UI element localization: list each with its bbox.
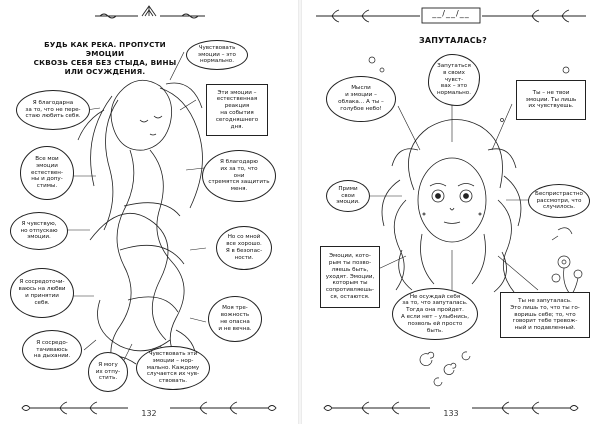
thought-bubble: Я благодарю их за то, что они стремятся защитить меня. [202,150,276,202]
thought-bubble: Ты – не твои эмоции. Ты лишь их чувствуешь. [516,80,586,120]
thought-bubble: Беспристрастно рассмотри, что случилось. [528,184,590,218]
thought-bubble: Я сосредо- тачиваюсь на дыхании. [22,330,82,370]
right-page [302,0,600,424]
page-number: 133 [443,409,459,418]
thought-bubble: Чувствовать эти эмоции – нор- мально. Каждому случается их чув- ствовать. [136,346,210,390]
mermaid-illustration [78,80,202,376]
thought-bubble: Прими свои эмоции. [326,180,370,212]
left-page-heading: БУДЬ КАК РЕКА. ПРОПУСТИ ЭМОЦИИ СКВОЗЬ СЕБЯ БЕЗ СТЫДА, ВИНЫ ИЛИ ОСУЖДЕНИЯ. [33,40,177,76]
top-ornament-icon [95,6,205,18]
flower-doodle-icon [552,228,582,294]
girl-portrait-illustration [382,119,521,292]
thought-bubble: Чувствовать эмоции – это нормально. [186,40,248,70]
thought-bubble: Я сосредоточи- ваюсь на любви и принятии себя. [10,268,74,318]
thought-bubble: Запутаться в своих чувст- вах – это нормально. [428,54,480,106]
bubble-connectors [368,104,538,290]
date-field: __/__/__ [432,9,470,18]
thought-bubble: Не осуждай себя за то, что запуталась. Тогда она пройдет. А если нет – улыбнись, позволь ей просто быть. [392,288,478,340]
thought-bubble: Эти эмоции – естественная реакция на события сегодняшнего дня. [206,84,268,136]
thought-bubble: Я благодарна за то, что не пере- стаю любить себя. [16,90,90,130]
left-page [0,0,298,424]
thought-bubble: Моя тре- вожность не опасна и не вечна. [208,296,262,342]
thought-bubble: Но со мной все хорошо. Я в безопас- ности. [216,226,272,270]
thought-bubble: Ты не запуталась. Это лишь то, что ты го- воришь себе; то, что говорит тебе тревож- ный и подавленный. [500,292,590,338]
bubble-connectors [66,52,206,360]
page-number: 132 [141,409,157,418]
thought-bubble: Мысли и эмоции – облака... А ты – голубое небо! [326,76,396,122]
thought-bubble: Эмоции, кото- рым ты позво- ляешь быть, уходят. Эмоции, которым ты сопротивляешь- ся, остаются. [320,246,380,308]
thought-bubble: Все мои эмоции естествен- ны и допу- стимы. [20,146,74,200]
thought-bubble: Я могу их отпу- стить. [88,352,128,392]
thought-bubble: Я чувствую, но отпускаю эмоции. [10,212,68,250]
right-page-heading: ЗАПУТАЛАСЬ? [418,36,488,45]
